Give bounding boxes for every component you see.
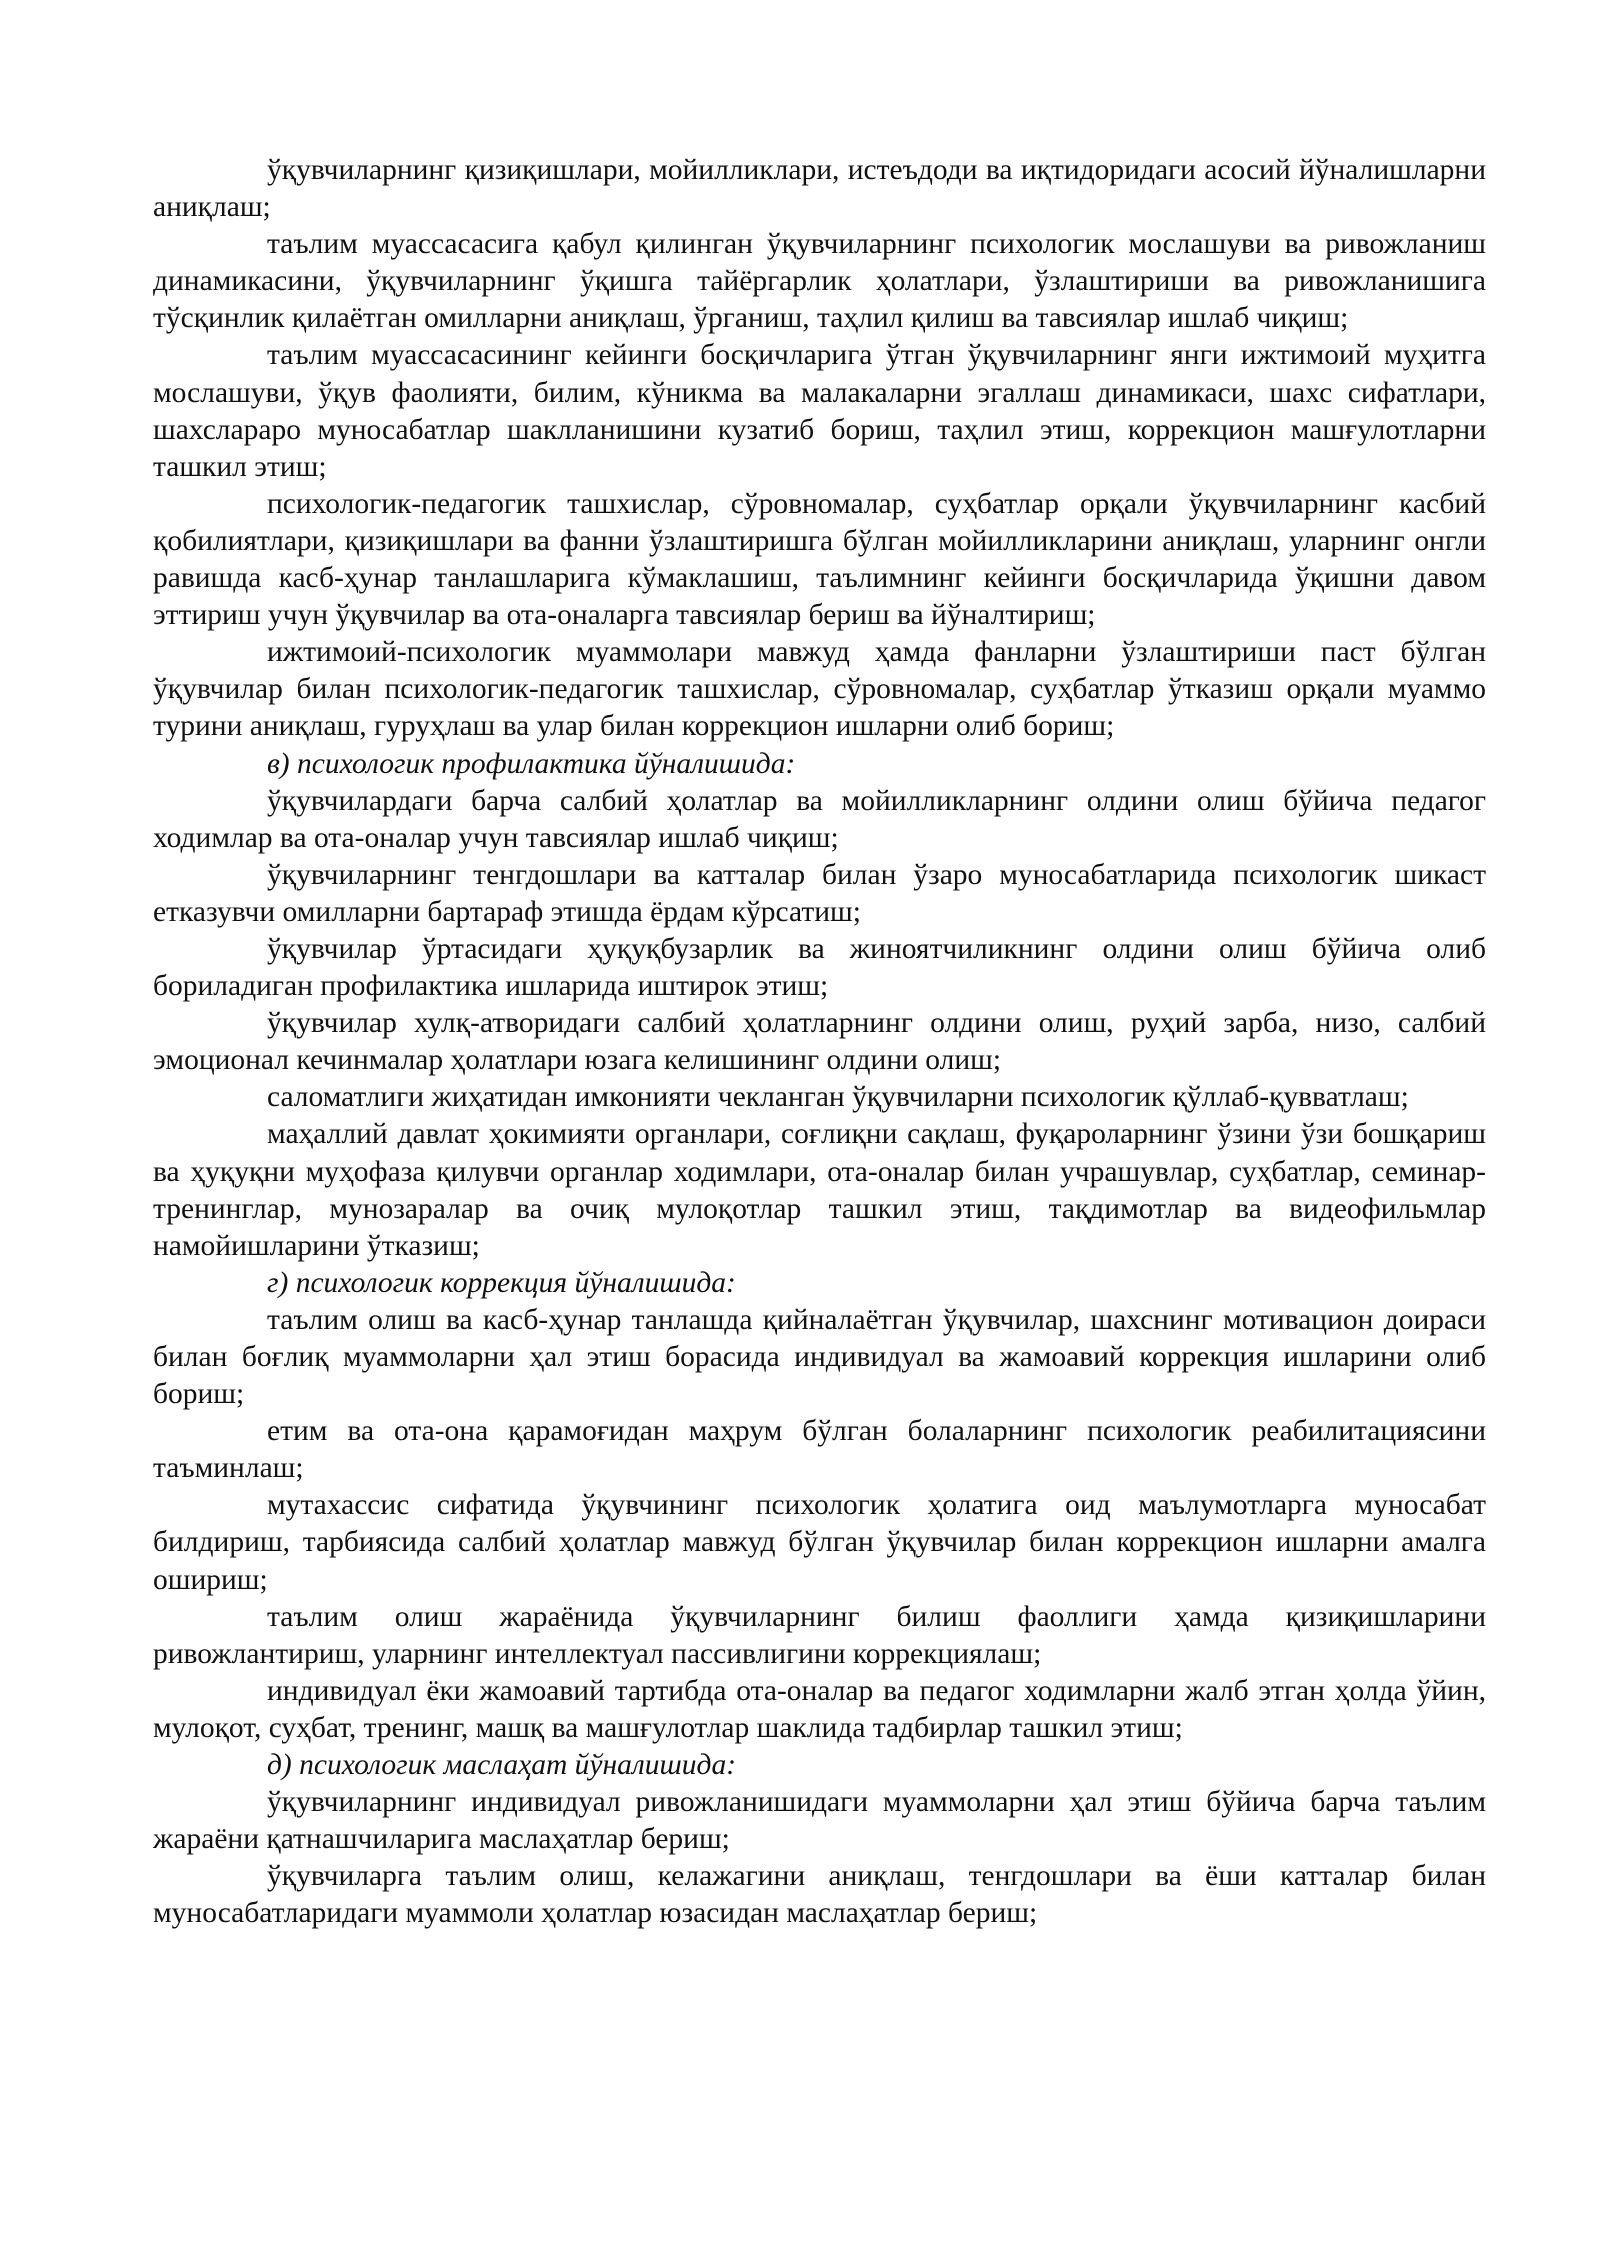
body-paragraph: ижтимоий-психологик муаммолари мавжуд ҳамда фанларни ўзлаштириши паст бўлган ўқувчилар билан психологик-педагогик ташхислар, сўровномалар, суҳбатлар ўтказиш орқали муаммо турини аниқлаш, гуруҳлаш ва улар билан коррекцион ишларни олиб бориш; [153,636,1486,743]
body-paragraph: психологик-педагогик ташхислар, сўровномалар, суҳбатлар орқали ўқувчиларнинг касбий қобилиятлари, қизиқишлари ва фанни ўзлаштиришга бўлган мойилликларини аниқлаш, уларнинг онгли равишда касб-ҳунар танлашларига кўмаклашиш, таълимнинг кейинги босқичларида ўқишни давом эттириш учун ўқувчилар ва ота-оналарга тавсиялар бериш ва йўналтириш; [153,487,1486,632]
body-paragraph: ўқувчиларнинг қизиқишлари, мойилликлари, истеъдоди ва иқтидоридаги асосий йўналишларни аниқлаш; [153,154,1486,224]
body-paragraph: саломатлиги жиҳатидан имконияти чекланган ўқувчиларни психологик қўллаб-қувватлаш; [267,1081,1409,1114]
body-paragraph: таълим муассасасининг кейинги босқичларига ўтган ўқувчиларнинг янги ижтимоий муҳитга мослашуви, ўқув фаолияти, билим, кўникма ва малакаларни эгаллаш динамикаси, шахс сифатлари, шахслараро муносабатлар шаклланишини кузатиб бориш, таҳлил этиш, коррекцион машғулотларни ташкил этиш; [153,339,1486,483]
body-paragraph: таълим муассасасига қабул қилинган ўқувчиларнинг психологик мослашуви ва ривожланиш динамикасини, ўқувчиларнинг ўқишга тайёргарлик ҳолатлари, ўзлаштириши ва ривожланишига тўсқинлик қилаётган омилларни аниқлаш, ўрганиш, таҳлил қилиш ва тавсиялар ишлаб чиқиш; [153,228,1486,335]
body-paragraph: таълим олиш жараёнида ўқувчиларнинг билиш фаоллиги ҳамда қизиқишларини ривожлантириш, уларнинг интеллектуал пассивлигини коррекциялаш; [153,1600,1486,1670]
body-paragraph: ўқувчиларнинг тенгдошлари ва катталар билан ўзаро муносабатларида психологик шикаст етказувчи омилларни бартараф этишда ёрдам кўрсатиш; [153,858,1486,928]
body-paragraph: ўқувчилар ўртасидаги ҳуқуқбузарлик ва жиноятчиликнинг олдини олиш бўйича олиб бориладиган профилактика ишларида иштирок этиш; [153,932,1486,1003]
document-page [153,152,1486,1933]
section-heading: в) психологик профилактика йўналишида: [267,747,796,780]
body-paragraph: ўқувчилар хулқ-атворидаги салбий ҳолатларнинг олдини олиш, руҳий зарба, низо, салбий эмоционал кечинмалар ҳолатлари юзага келишининг олдини олиш; [153,1007,1486,1077]
body-paragraph: ўқувчиларнинг индивидуал ривожланишидаги муаммоларни ҳал этиш бўйича барча таълим жараёни қатнашчиларига маслаҳатлар бериш; [153,1786,1486,1856]
section-heading: д) психологик маслаҳат йўналишида: [267,1749,737,1782]
body-paragraph: ўқувчиларга таълим олиш, келажагини аниқлаш, тенгдошлари ва ёши катталар билан муносабатларидаги муаммоли ҳолатлар юзасидан маслаҳатлар бериш; [153,1860,1486,1930]
body-paragraph: етим ва ота-она қарамоғидан маҳрум бўлган болаларнинг психологик реабилитациясини таъминлаш; [153,1415,1486,1485]
body-paragraph: таълим олиш ва касб-ҳунар танлашда қийналаётган ўқувчилар, шахснинг мотивацион доираси билан боғлиқ муаммоларни ҳал этиш борасида индивидуал ва жамоавий коррекция ишларини олиб бориш; [153,1303,1486,1411]
body-paragraph: маҳаллий давлат ҳокимияти органлари, соғлиқни сақлаш, фуқароларнинг ўзини ўзи бошқариш ва ҳуқуқни муҳофаза қилувчи органлар ходимлари, ота-оналар билан учрашувлар, суҳбатлар, семинар-тренинглар, мунозаралар ва очиқ мулоқотлар ташкил этиш, тақдимотлар ва видеофильмлар намойишларини ўтказиш; [153,1118,1486,1262]
body-paragraph: индивидуал ёки жамоавий тартибда ота-оналар ва педагог ходимларни жалб этган ҳолда ўйин, мулоқот, суҳбат, тренинг, машқ ва машғулотлар шаклида тадбирлар ташкил этиш; [153,1674,1486,1744]
body-paragraph: ўқувчилардаги барча салбий ҳолатлар ва мойилликларнинг олдини олиш бўйича педагог ходимлар ва ота-оналар учун тавсиялар ишлаб чиқиш; [153,784,1486,854]
section-heading: г) психологик коррекция йўналишида: [267,1266,736,1299]
body-paragraph: мутахассис сифатида ўқувчининг психологик ҳолатига оид маълумотларга муносабат билдириш, тарбиясида салбий ҳолатлар мавжуд бўлган ўқувчилар билан коррекцион ишларни амалга ошириш; [153,1489,1486,1596]
